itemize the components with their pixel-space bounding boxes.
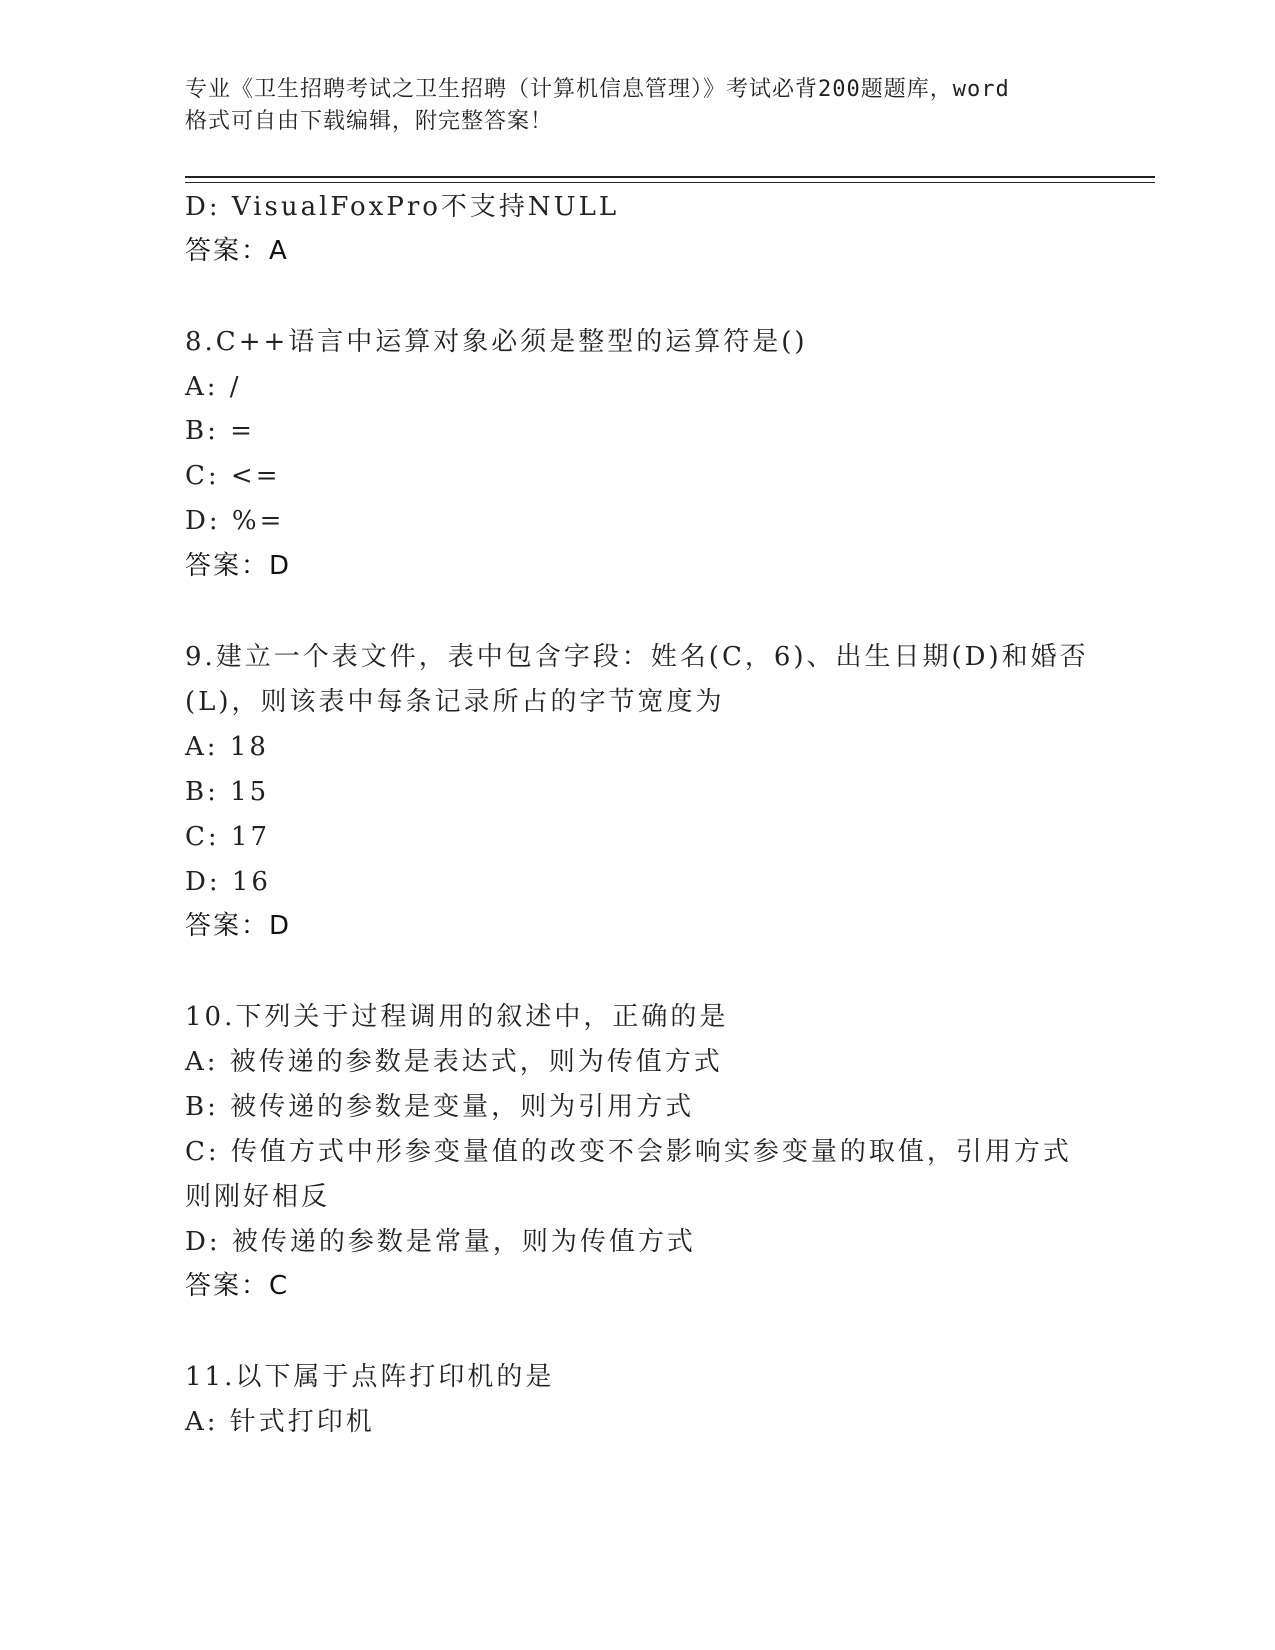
- header-line-1: 专业《卫生招聘考试之卫生招聘（计算机信息管理）》考试必背200题题库，word: [185, 77, 1010, 102]
- q10-option-c-line-1: C: 传值方式中形参变量值的改变不会影响实参变量的取值，引用方式: [185, 1137, 1072, 1167]
- header-line-2: 格式可自由下载编辑，附完整答案！: [185, 109, 554, 134]
- q9-option-b: B: 15: [185, 777, 270, 807]
- q8-option-b: B: =: [185, 416, 255, 446]
- header-divider-thick: [185, 176, 1155, 178]
- q8-answer: 答案：D: [185, 551, 292, 581]
- q10-question: 10.下列关于过程调用的叙述中，正确的是: [185, 1002, 729, 1032]
- q10-option-b: B: 被传递的参数是变量，则为引用方式: [185, 1092, 695, 1122]
- q7-option-d: D: VisualFoxPro不支持NULL: [185, 192, 620, 222]
- q10-option-d: D: 被传递的参数是常量，则为传值方式: [185, 1227, 696, 1257]
- q10-option-c-line-2: 则刚好相反: [185, 1182, 331, 1212]
- q11-option-a: A: 针式打印机: [185, 1407, 375, 1437]
- document-header: [185, 74, 1085, 138]
- q9-question-line-1: 9.建立一个表文件，表中包含字段：姓名(C，6)、出生日期(D)和婚否: [185, 642, 1089, 672]
- q9-answer: 答案：D: [185, 911, 292, 941]
- q9-option-a: A: 18: [185, 732, 269, 762]
- header-divider-thin: [185, 182, 1155, 183]
- q10-answer: 答案：C: [185, 1271, 290, 1301]
- q9-option-c: C: 17: [185, 822, 271, 852]
- q8-question: 8.C++语言中运算对象必须是整型的运算符是(): [185, 327, 808, 357]
- q9-question-line-2: (L)，则该表中每条记录所占的字节宽度为: [185, 687, 725, 717]
- q11-question: 11.以下属于点阵打印机的是: [185, 1362, 555, 1392]
- q8-option-c: C: <=: [185, 461, 281, 491]
- q7-answer: 答案：A: [185, 236, 289, 266]
- q9-option-d: D: 16: [185, 867, 271, 897]
- q8-option-d: D: %=: [185, 506, 285, 536]
- q8-option-a: A: /: [185, 372, 242, 402]
- q10-option-a: A: 被传递的参数是表达式，则为传值方式: [185, 1047, 723, 1077]
